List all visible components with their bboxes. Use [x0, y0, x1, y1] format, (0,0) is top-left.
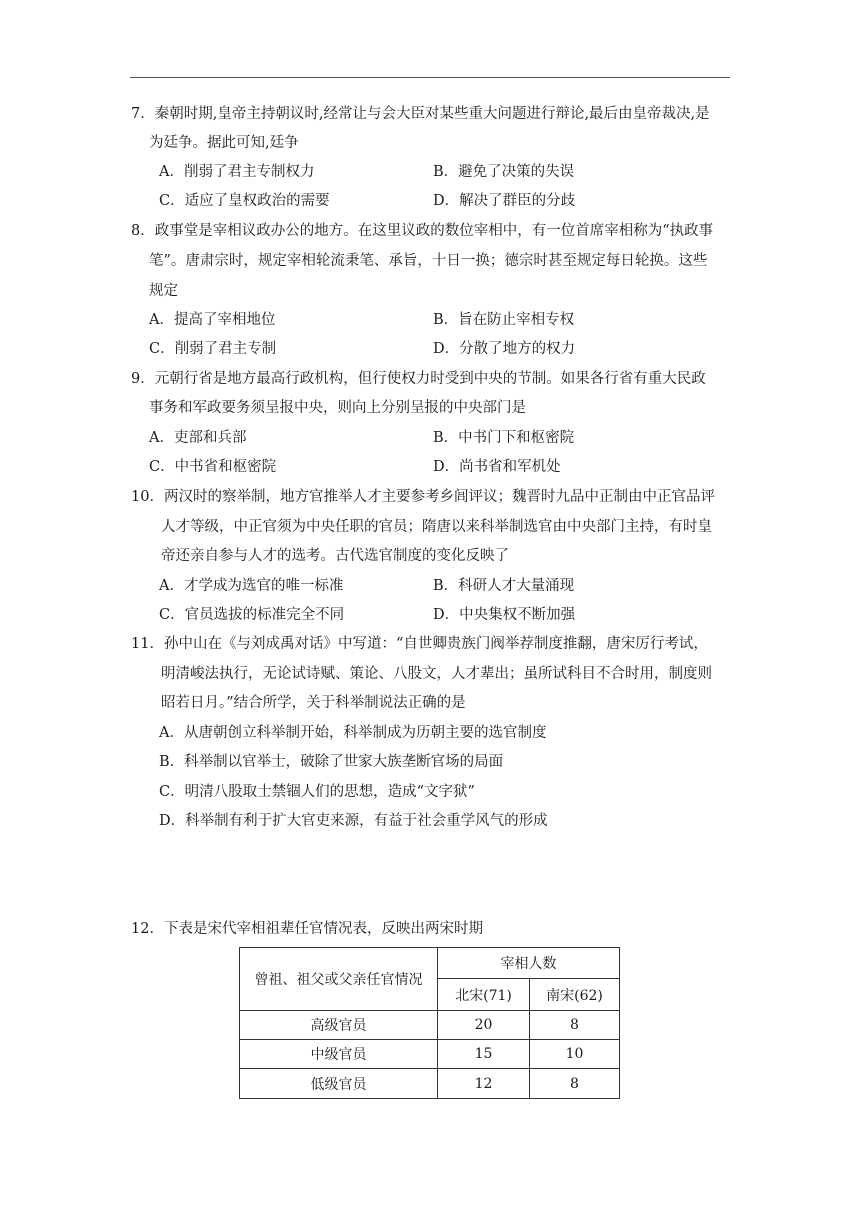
table-row-header: 曾祖、祖父或父亲任官情况 [240, 948, 438, 1011]
question-9-option-c: C．中书省和枢密院 [149, 459, 277, 475]
question-10-stem-line-3: 帝还亲自参与人才的选考。古代选官制度的变化反映了 [161, 548, 509, 564]
question-12-stem-line-1: 12．下表是宋代宰相祖辈任官情况表，反映出两宋时期 [131, 921, 483, 937]
question-7-option-c: C．适应了皇权政治的需要 [159, 193, 330, 209]
table-group-header: 宰相人数 [438, 948, 620, 979]
question-8-stem-line-3: 规定 [149, 283, 178, 299]
question-8-option-a: A．提高了宰相地位 [149, 312, 276, 328]
question-10-option-d: D．中央集权不断加强 [433, 607, 576, 623]
table-row [240, 1069, 620, 1099]
question-7-option-b: B．避免了决策的失误 [433, 164, 575, 180]
table-cell: 15 [438, 1040, 530, 1069]
table-header-row [240, 948, 620, 979]
table-column-south-song: 南宋(62) [530, 979, 620, 1011]
question-11-option-d: D．科举制有利于扩大官吏来源，有益于社会重学风气的形成 [159, 813, 548, 829]
question-7-option-a: A．削弱了君主专制权力 [159, 164, 315, 180]
question-7-stem-line-1: 7．秦朝时期,皇帝主持朝议时,经常让与会大臣对某些重大问题进行辩论,最后由皇帝裁决,是 [131, 106, 710, 122]
table-cell: 8 [530, 1011, 620, 1040]
question-9-option-a: A．吏部和兵部 [149, 430, 247, 446]
question-7-stem-line-2: 为廷争。据此可知,廷争 [149, 135, 299, 151]
question-10-option-a: A．才学成为选官的唯一标准 [159, 578, 344, 594]
table-cell: 8 [530, 1069, 620, 1099]
question-11-option-c: C．明清八股取士禁锢人们的思想，造成“文字狱” [159, 784, 475, 800]
question-11-stem-line-1: 11．孙中山在《与刘成禹对话》中写道：“自世卿贵族门阀举荐制度推翻，唐宋厉行考试， [131, 636, 708, 652]
question-10-option-c: C．官员选拔的标准完全不同 [159, 607, 345, 623]
question-11-stem-line-3: 昭若日月。”结合所学，关于科举制说法正确的是 [161, 695, 466, 711]
question-8-stem-line-2: 笔”。唐肃宗时，规定宰相轮流秉笔、承旨，十日一换；德宗时甚至规定每日轮换。这些 [149, 253, 708, 269]
table-row-label: 低级官员 [240, 1069, 438, 1099]
question-11-stem-line-2: 明清峻法执行，无论试诗赋、策论、八股文，人才辈出；虽所试科目不合时用，制度则 [161, 666, 712, 682]
table-row-label: 中级官员 [240, 1040, 438, 1069]
chancellor-ancestry-table [239, 947, 620, 1099]
question-10-stem-line-2: 人才等级，中正官须为中央任职的官员；隋唐以来科举制选官由中央部门主持，有时皇 [161, 519, 712, 535]
table-cell: 10 [530, 1040, 620, 1069]
question-9-option-d: D．尚书省和军机处 [433, 459, 561, 475]
table-cell: 20 [438, 1011, 530, 1040]
table-row [240, 1011, 620, 1040]
question-9-stem-line-2: 事务和军政要务须呈报中央，则向上分别呈报的中央部门是 [149, 400, 526, 416]
question-10-stem-line-1: 10．两汉时的察举制，地方官推举人才主要参考乡闾评议；魏晋时九品中正制由中正官品评 [131, 489, 715, 505]
header-rule [130, 77, 730, 78]
question-8-option-d: D．分散了地方的权力 [433, 341, 576, 357]
question-9-option-b: B．中书门下和枢密院 [433, 430, 575, 446]
question-11-option-b: B．科举制以官举士，破除了世家大族垄断官场的局面 [159, 754, 504, 770]
question-9-stem-line-1: 9．元朝行省是地方最高行政机构，但行使权力时受到中央的节制。如果各行省有重大民政 [131, 371, 706, 387]
table-row [240, 1040, 620, 1069]
question-8-option-b: B．旨在防止宰相专权 [433, 312, 575, 328]
question-7-option-d: D．解决了群臣的分歧 [433, 193, 576, 209]
question-8-stem-line-1: 8．政事堂是宰相议政办公的地方。在这里议政的数位宰相中，有一位首席宰相称为“执政事 [131, 223, 714, 239]
table-row-label: 高级官员 [240, 1011, 438, 1040]
question-11-option-a: A．从唐朝创立科举制开始，科举制成为历朝主要的选官制度 [159, 725, 547, 741]
table-column-north-song: 北宋(71) [438, 979, 530, 1011]
question-10-option-b: B．科研人才大量涌现 [433, 578, 575, 594]
question-8-option-c: C．削弱了君主专制 [149, 341, 277, 357]
table-cell: 12 [438, 1069, 530, 1099]
